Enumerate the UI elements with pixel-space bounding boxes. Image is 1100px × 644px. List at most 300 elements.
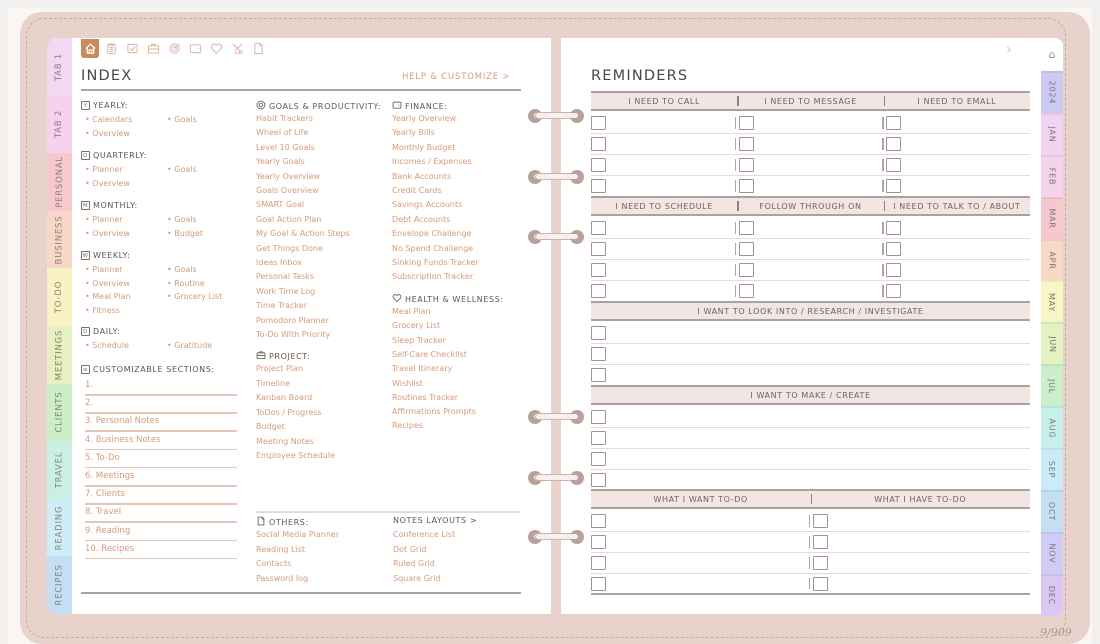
reminder-checkbox[interactable] (739, 116, 754, 130)
project-link[interactable]: Budget (256, 422, 285, 431)
reminder-cell[interactable] (591, 239, 735, 259)
reminder-row (591, 449, 1030, 470)
finance-button[interactable] (186, 39, 204, 58)
reminder-checkbox[interactable] (591, 514, 606, 528)
health-link[interactable]: Recipes (392, 421, 423, 431)
spine (551, 38, 561, 614)
customizable-heading-label: CUSTOMIZABLE SECTIONS: (93, 365, 215, 374)
weekly-link[interactable]: • Overview (85, 279, 130, 288)
reminder-checkbox[interactable] (591, 347, 606, 361)
section-tab-business[interactable] (47, 211, 72, 269)
goals-link[interactable]: Yearly Goals (256, 157, 305, 167)
reminder-cell[interactable] (735, 134, 883, 154)
reminder-group-header (591, 91, 1030, 111)
reminder-cell[interactable] (735, 281, 883, 301)
tools-icon (231, 42, 244, 55)
monthly-link[interactable]: • Planner (85, 215, 123, 224)
reminder-cell[interactable] (591, 134, 735, 154)
binder-ring (528, 169, 584, 185)
home-tab[interactable] (1041, 38, 1063, 71)
reminder-cell[interactable] (809, 532, 1031, 552)
custom-section-rule (85, 394, 237, 396)
reminder-cell[interactable] (735, 260, 883, 280)
health-link[interactable]: Self-Care Checklist (392, 349, 467, 359)
custom-section-link[interactable]: 7. Clients (85, 489, 125, 500)
finance-link[interactable]: Subscription Tracker (392, 272, 474, 282)
goals-link[interactable]: Habit Trackers (256, 114, 313, 123)
reminder-checkbox[interactable] (739, 179, 754, 193)
notes-link[interactable]: Conference List (393, 530, 456, 539)
reminder-cell[interactable] (591, 365, 1030, 385)
home-button[interactable] (81, 39, 99, 58)
reminder-cell[interactable] (591, 574, 809, 593)
reminder-checkbox[interactable] (886, 263, 901, 277)
goals-link[interactable]: Level 10 Goals (256, 142, 315, 152)
month-tab-oct[interactable] (1041, 490, 1063, 532)
reminder-row (591, 134, 1030, 155)
reminder-checkbox[interactable] (739, 221, 754, 235)
monthly-link[interactable]: • Overview (85, 229, 130, 238)
reminder-row (591, 155, 1030, 176)
reminder-checkbox[interactable] (591, 137, 606, 151)
custom-section-link[interactable]: 3. Personal Notes (85, 416, 160, 427)
reminder-group-header (591, 301, 1030, 321)
reminder-checkbox[interactable] (591, 284, 606, 298)
reminder-checkbox[interactable] (886, 116, 901, 130)
document-icon (256, 516, 266, 528)
goals-link[interactable]: Goal Action Plan (256, 214, 322, 224)
month-tab-label: JUL (1047, 378, 1057, 394)
finance-link[interactable]: Incomes / Expenses (392, 157, 472, 167)
heart-icon (210, 42, 223, 55)
quarterly-heading-label: QUARTERLY: (93, 151, 148, 160)
reminder-column-title: WHAT I WANT TO-DO (653, 494, 748, 504)
custom-section-rule (85, 503, 237, 505)
wallet-icon (189, 42, 202, 55)
reminder-checkbox[interactable] (739, 137, 754, 151)
finance-link[interactable]: No Spend Challenge (392, 243, 474, 253)
reminder-cell[interactable] (882, 113, 1030, 133)
month-tab-label: JUN (1047, 335, 1057, 353)
reminder-row (591, 176, 1030, 197)
reminder-checkbox[interactable] (591, 577, 606, 591)
project-link[interactable]: ToDos / Progress (256, 407, 322, 417)
reminder-checkbox[interactable] (813, 535, 828, 549)
month-tab-mar[interactable] (1041, 197, 1063, 239)
finance-link[interactable]: Yearly Bills (392, 128, 435, 138)
reminder-row (591, 365, 1030, 386)
reminder-cell[interactable] (591, 407, 1030, 427)
target-icon (256, 100, 266, 112)
month-tab-jul[interactable] (1041, 364, 1063, 406)
binder-ring (528, 229, 584, 245)
reminder-checkbox[interactable] (591, 326, 606, 340)
health-link[interactable]: Sleep Tracker (392, 335, 446, 345)
goals-link[interactable]: Work Time Log (256, 286, 316, 296)
quarterly-link[interactable]: • Overview (85, 179, 130, 188)
custom-section-rule (85, 485, 237, 487)
yearly-heading-label: YEARLY: (93, 101, 129, 110)
custom-section-rule (85, 430, 237, 432)
custom-section-link[interactable]: 10. Recipes (85, 543, 135, 554)
reminder-cell[interactable] (735, 113, 883, 133)
binder-ring (528, 529, 584, 545)
weekly-heading-label: WEEKLY: (93, 251, 131, 260)
notes-link[interactable]: Dot Grid (393, 544, 427, 554)
index-header-rule (81, 89, 521, 91)
custom-section-rule (85, 412, 237, 414)
custom-section-rule (85, 521, 237, 523)
month-tab-label: NOV (1047, 543, 1057, 564)
others-link[interactable]: Contacts (256, 559, 292, 568)
goals-link[interactable]: My Goal & Action Steps (256, 229, 350, 239)
reminder-group-header (591, 385, 1030, 405)
binder-ring (528, 409, 584, 425)
reminder-cell[interactable] (809, 511, 1031, 531)
section-tab-label: TAB 1 (54, 52, 65, 81)
health-link[interactable]: Affirmations Prompts (392, 407, 476, 417)
help-customize-link[interactable]: HELP & CUSTOMIZE > (402, 72, 511, 82)
notes-link[interactable]: Ruled Grid (393, 559, 435, 568)
reminder-column-title: I WANT TO MAKE / CREATE (750, 390, 871, 400)
reminder-cell[interactable] (882, 239, 1030, 259)
goals-button[interactable] (165, 39, 183, 58)
daily-heading-label: DAILY: (93, 327, 121, 336)
reminder-row (591, 428, 1030, 449)
reminder-checkbox[interactable] (591, 158, 606, 172)
finance-link[interactable]: Sinking Funds Tracker (392, 258, 479, 267)
reminder-checkbox[interactable] (813, 514, 828, 528)
heart-icon (392, 293, 402, 305)
custom-section-link[interactable]: 5. To-Do (85, 452, 120, 463)
goals-link[interactable]: Get Things Done (256, 243, 323, 253)
yearly-link[interactable]: • Goals (167, 115, 197, 124)
section-tab-label: RECIPES (54, 564, 65, 606)
project-heading-label: PROJECT: (269, 351, 311, 361)
others-link[interactable]: Social Media Planner (256, 530, 340, 539)
section-tab-reading[interactable] (47, 499, 72, 557)
reminder-cell[interactable] (591, 532, 809, 552)
notes-layouts-link[interactable] (393, 516, 477, 525)
finance-link[interactable]: Bank Accounts (392, 171, 452, 181)
goals-link[interactable]: Time Tracker (256, 301, 307, 311)
reminder-checkbox[interactable] (886, 158, 901, 172)
reminder-checkbox[interactable] (591, 179, 606, 193)
finance-heading-label: FINANCE: (405, 101, 448, 111)
chevron-right-icon[interactable]: › (1006, 40, 1012, 58)
reminder-cell[interactable] (735, 218, 883, 238)
goals-link[interactable]: SMART Goal (256, 200, 305, 210)
reminder-checkbox[interactable] (591, 242, 606, 256)
weekly-link[interactable]: • Meal Plan (85, 292, 131, 301)
monthly-heading-label: MONTHLY: (93, 201, 138, 210)
daily-link[interactable]: • Schedule (85, 341, 129, 350)
calendar-weekly-icon: W (82, 252, 89, 259)
others-link[interactable]: Reading List (256, 544, 305, 554)
goals-link[interactable]: Ideas Inbox (256, 258, 302, 267)
reminder-checkbox[interactable] (813, 577, 828, 591)
monthly-heading (81, 201, 138, 210)
health-link[interactable]: Wishlist (392, 378, 423, 388)
quarterly-link[interactable]: • Planner (85, 165, 123, 174)
section-tab-tab-2[interactable] (47, 96, 72, 154)
reminder-row (591, 239, 1030, 260)
section-tab-label: TAB 2 (54, 110, 65, 139)
reminder-cell[interactable] (591, 470, 1030, 490)
goals-link[interactable]: Goals Overview (256, 186, 319, 195)
reminder-column-title: WHAT I HAVE TO-DO (811, 491, 1031, 507)
goals-link[interactable]: Yearly Overview (256, 171, 321, 181)
reminder-checkbox[interactable] (739, 158, 754, 172)
reminder-checkbox[interactable] (886, 221, 901, 235)
reminder-checkbox[interactable] (886, 179, 901, 193)
reminder-cell[interactable] (591, 449, 1030, 469)
section-tab-tab-1[interactable] (47, 38, 72, 96)
health-link[interactable]: Travel Itinerary (392, 364, 453, 374)
goals-link[interactable]: To-Do With Priority (256, 330, 331, 339)
index-page (72, 38, 551, 614)
notes-button[interactable] (249, 39, 267, 58)
section-tab-label: TRAVEL (54, 451, 65, 489)
reminder-cell[interactable] (591, 176, 735, 196)
checkbox-icon (126, 42, 139, 55)
reminder-row (591, 532, 1030, 553)
weekly-link[interactable]: • Routine (167, 279, 205, 288)
finance-link[interactable]: Savings Accounts (392, 200, 463, 210)
month-tab-apr[interactable] (1041, 239, 1063, 281)
reminder-cell[interactable] (591, 344, 1030, 364)
custom-section-link[interactable]: 1. (85, 380, 94, 390)
reminder-checkbox[interactable] (886, 284, 901, 298)
planner-button[interactable] (102, 39, 120, 58)
month-tab-feb[interactable] (1041, 155, 1063, 197)
reminder-checkbox[interactable] (591, 116, 606, 130)
section-tab-travel[interactable] (47, 441, 72, 499)
reminder-column-title: FOLLOW THROUGH ON (737, 198, 883, 214)
daily-link[interactable]: • Gratitude (167, 341, 212, 350)
reminder-row (591, 470, 1030, 491)
reminder-cell[interactable] (882, 155, 1030, 175)
finance-link[interactable]: Debt Accounts (392, 214, 451, 224)
left-section-tabs (47, 38, 72, 614)
yearly-link[interactable]: • Calendars (85, 115, 132, 124)
reminder-checkbox[interactable] (591, 556, 606, 570)
reminder-row (591, 281, 1030, 302)
reminder-column-title: I NEED TO MESSAGE (737, 93, 883, 109)
reminder-cell[interactable] (591, 428, 1030, 448)
list-icon: ≡ (82, 366, 89, 373)
index-footer-rule (81, 592, 521, 594)
reminder-row (591, 323, 1030, 344)
reminder-checkbox[interactable] (591, 452, 606, 466)
reminder-cell[interactable] (882, 134, 1030, 154)
briefcase-icon (147, 42, 160, 55)
binder-ring (528, 108, 584, 124)
month-tab-label: DEC (1047, 586, 1057, 606)
goals-link[interactable]: Pomodoro Planner (256, 315, 329, 325)
reminder-group-header (591, 489, 1030, 509)
finance-heading (392, 100, 448, 112)
reminder-row (591, 553, 1030, 574)
page-number: 9/909 (1040, 626, 1072, 639)
custom-section-rule (85, 449, 237, 451)
goals-heading (256, 100, 381, 112)
section-tab-label: CLIENTS (54, 391, 65, 433)
index-title: INDEX (81, 68, 133, 84)
project-link[interactable]: Project Plan (256, 364, 303, 373)
project-link[interactable]: Employee Schedule (256, 451, 335, 460)
month-tab-may[interactable] (1041, 280, 1063, 322)
binder-ring (528, 470, 584, 486)
custom-section-rule (85, 467, 237, 469)
monthly-link[interactable]: • Goals (167, 215, 197, 224)
reminder-checkbox[interactable] (813, 556, 828, 570)
custom-section-link[interactable]: 9. Reading (85, 525, 131, 536)
reminder-checkbox[interactable] (739, 263, 754, 277)
others-divider (256, 511, 520, 513)
daily-heading (81, 327, 120, 336)
reminder-cell[interactable] (591, 218, 735, 238)
reminder-checkbox[interactable] (739, 242, 754, 256)
reminder-column-title: I NEED TO SCHEDULE (615, 201, 713, 211)
calendar-yearly-icon: Y (81, 101, 90, 110)
reminder-cell[interactable] (882, 260, 1030, 280)
reminder-row (591, 407, 1030, 428)
reminder-checkbox[interactable] (886, 137, 901, 151)
goals-heading-label: GOALS & PRODUCTIVITY: (269, 101, 382, 111)
reminder-cell[interactable] (735, 176, 883, 196)
reminder-checkbox[interactable] (591, 263, 606, 277)
custom-section-link[interactable]: 4. Business Notes (85, 434, 161, 445)
reminder-column-title: I NEED TO EMALL (884, 93, 1030, 109)
reminder-row (591, 113, 1030, 134)
right-month-tabs (1041, 38, 1063, 614)
section-tab-clients[interactable] (47, 384, 72, 442)
project-link[interactable]: Meeting Notes (256, 436, 314, 446)
weekly-link[interactable]: • Planner (85, 265, 123, 274)
weekly-link[interactable]: • Goals (167, 265, 197, 274)
project-link[interactable]: Kanban Board (256, 393, 313, 402)
reminder-checkbox[interactable] (591, 410, 606, 424)
month-tab-label: JAN (1047, 126, 1057, 143)
notes-link[interactable]: Square Grid (393, 573, 441, 583)
section-tab-recipes[interactable] (47, 556, 72, 614)
reminder-cell[interactable] (735, 239, 883, 259)
weekly-link[interactable]: • Grocery List (167, 292, 222, 301)
health-link[interactable]: Meal Plan (392, 307, 431, 316)
reminder-checkbox[interactable] (591, 535, 606, 549)
reminder-checkbox[interactable] (591, 221, 606, 235)
health-heading (392, 293, 504, 305)
section-tab-meetings[interactable] (47, 326, 72, 384)
tools-button[interactable] (228, 39, 246, 58)
month-tab-dec[interactable] (1041, 574, 1063, 616)
document-icon (252, 42, 265, 55)
health-link[interactable]: Routines Tracker (392, 392, 459, 402)
monthly-link[interactable]: • Budget (167, 229, 203, 238)
finance-link[interactable]: Envelope Challenge (392, 229, 472, 239)
month-tab-label: MAY (1047, 292, 1057, 312)
month-tab-label: SEP (1047, 461, 1057, 479)
reminder-checkbox[interactable] (886, 242, 901, 256)
month-tab-nov[interactable] (1041, 532, 1063, 574)
weekly-link[interactable]: • Fitness (85, 306, 120, 315)
icon-toolbar (81, 39, 267, 58)
goals-link[interactable]: Wheel of Life (256, 128, 309, 138)
reminder-cell[interactable] (882, 218, 1030, 238)
home-icon: ⌂ (1048, 48, 1056, 61)
reminder-cell[interactable] (735, 155, 883, 175)
goals-link[interactable]: Personal Tasks (256, 272, 314, 282)
month-tab-label: MAR (1047, 208, 1057, 229)
reminder-column-title: I NEED TO CALL (628, 96, 701, 106)
custom-section-link[interactable]: 6. Meetings (85, 471, 135, 481)
month-tab-label: OCT (1047, 502, 1057, 522)
reminder-cell[interactable] (591, 511, 809, 531)
reminder-cell[interactable] (882, 281, 1030, 301)
month-tab-jan[interactable] (1041, 113, 1063, 155)
reminder-group-header (591, 196, 1030, 216)
yearly-link[interactable]: • Overview (85, 129, 130, 138)
month-tab-sep[interactable] (1041, 448, 1063, 490)
section-tab-to-do[interactable] (47, 268, 72, 326)
section-tab-label: BUSINESS (54, 215, 65, 265)
quarterly-link[interactable]: • Goals (167, 165, 197, 174)
yearly-heading (81, 101, 128, 110)
reminder-cell[interactable] (591, 113, 735, 133)
custom-section-link[interactable]: 2. (85, 398, 94, 409)
reminder-cell[interactable] (591, 553, 809, 573)
custom-section-link[interactable]: 8. Travel (85, 507, 122, 518)
month-tab-2024[interactable] (1041, 71, 1063, 113)
reminder-cell[interactable] (591, 260, 735, 280)
project-button[interactable] (144, 39, 162, 58)
wallet-icon (392, 100, 402, 112)
health-link[interactable]: Grocery List (392, 321, 441, 331)
reminder-cell[interactable] (591, 281, 735, 301)
reminder-row (591, 511, 1030, 532)
month-tab-jun[interactable] (1041, 322, 1063, 364)
reminder-checkbox[interactable] (591, 368, 606, 382)
reminder-cell[interactable] (591, 323, 1030, 343)
calendar-daily-icon: D (81, 327, 90, 336)
notes-heading-label: NOTES LAYOUTS > (393, 516, 478, 525)
todo-button[interactable] (123, 39, 141, 58)
project-link[interactable]: Timeline (256, 378, 291, 388)
custom-section-rule (85, 558, 237, 560)
month-tab-label: 2024 (1047, 81, 1057, 105)
finance-link[interactable]: Monthly Budget (392, 142, 456, 152)
health-button[interactable] (207, 39, 225, 58)
reminder-checkbox[interactable] (591, 473, 606, 487)
others-link[interactable]: Password log (256, 573, 309, 583)
section-tab-label: MEETINGS (54, 329, 65, 381)
finance-link[interactable]: Yearly Overview (392, 114, 457, 123)
custom-section-rule (85, 540, 237, 542)
reminder-cell[interactable] (882, 176, 1030, 196)
finance-link[interactable]: Credit Cards (392, 186, 442, 195)
reminder-cell[interactable] (809, 553, 1031, 573)
reminder-cell[interactable] (591, 155, 735, 175)
section-tab-personal[interactable] (47, 153, 72, 211)
section-tab-label: TO-DO (54, 280, 65, 314)
reminder-checkbox[interactable] (591, 431, 606, 445)
month-tab-aug[interactable] (1041, 406, 1063, 448)
reminder-cell[interactable] (809, 574, 1031, 593)
reminder-checkbox[interactable] (739, 284, 754, 298)
reminder-row (591, 218, 1030, 239)
reminder-column-title: I NEED TO TALK TO / ABOUT (884, 198, 1030, 214)
